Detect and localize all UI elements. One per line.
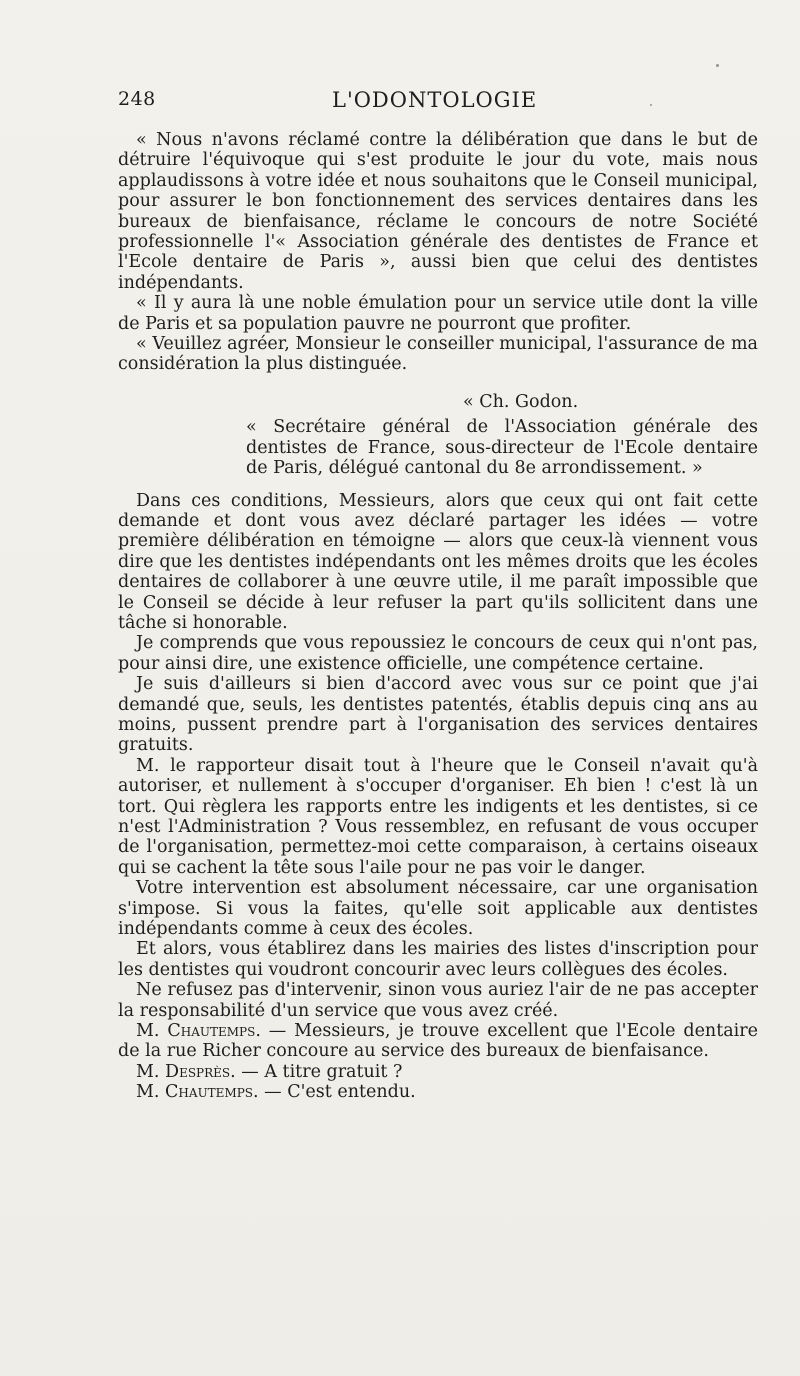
- paragraph: « Veuillez agréer, Monsieur le conseiller municipal, l'assurance de ma considération la plus distinguée.: [118, 334, 758, 375]
- page-number: 248: [118, 88, 156, 110]
- speaker-name: M. Chautemps.: [136, 1082, 259, 1103]
- dialogue-line: [118, 1021, 758, 1062]
- body-text: [118, 130, 758, 1103]
- speaker-name: M. Chautemps.: [136, 1021, 261, 1042]
- speech-text: — Messieurs, je trouve excellent que l'Ecole dentaire de la rue Richer concoure au service des bureaux de bienfaisance.: [118, 1021, 758, 1062]
- signature-name: « Ch. Godon.: [463, 391, 579, 412]
- paragraph: Je comprends que vous repoussiez le concours de ceux qui n'ont pas, pour ainsi dire, une existence officielle, une compétence certaine.: [118, 633, 758, 674]
- running-title: L'ODONTOLOGIE: [332, 88, 538, 112]
- paragraph: Et alors, vous établirez dans les mairies des listes d'inscription pour les dentistes qui voudront concourir avec leurs collègues des écoles.: [118, 939, 758, 980]
- paragraph: Dans ces conditions, Messieurs, alors que ceux qui ont fait cette demande et dont vous avez déclaré partager les idées — votre première délibération en témoigne — alors que ceux-là viennent vous dire que les dentistes indépendants ont les mêmes droits que les écoles dentaires de collaborer à une œuvre utile, il me paraît impossible que le Conseil se décide à leur refuser la part qu'ils sollicitent dans une tâche si honorable.: [118, 490, 758, 633]
- dialogue-line: [118, 1082, 758, 1102]
- speech-text: — A titre gratuit ?: [235, 1061, 403, 1082]
- paragraph: Je suis d'ailleurs si bien d'accord avec vous sur ce point que j'ai demandé que, seuls, les dentistes patentés, établis depuis cinq ans au moins, pussent prendre part à l'organisation des services dentaires gratuits.: [118, 674, 758, 756]
- speaker-name: M. Desprès.: [136, 1061, 236, 1082]
- paper-speck: [650, 104, 652, 106]
- paragraph: M. le rapporteur disait tout à l'heure que le Conseil n'avait qu'à autoriser, et nullement à s'occuper d'organiser. Eh bien ! c'est là un tort. Qui règlera les rapports entre les indigents et les dentistes, si ce n'est l'Administration ? Vous ressemblez, en refusant de vous occuper de l'organisation, permettez-moi cette comparaison, à certains oiseaux qui se cachent la tête sous l'aile pour ne pas voir le danger.: [118, 755, 758, 878]
- paragraph: « Nous n'avons réclamé contre la délibération que dans le but de détruire l'équivoque qui s'est produite le jour du vote, mais nous applaudissons à votre idée et nous souhaitons que le Conseil municipal, pour assurer le bon fonctionnement des services dentaires dans les bureaux de bienfaisance, réclame le concours de notre Société professionnelle l'« Association générale des dentistes de France et l'Ecole dentaire de Paris », aussi bien que celui des dentistes indépendants.: [118, 130, 758, 293]
- paragraph: Votre intervention est absolument nécessaire, car une organisation s'impose. Si vous la faites, qu'elle soit applicable aux dentistes indépendants comme à ceux des écoles.: [118, 878, 758, 940]
- page-header: [118, 88, 758, 118]
- paragraph: « Il y aura là une noble émulation pour un service utile dont la ville de Paris et sa population pauvre ne pourront que profiter.: [118, 293, 758, 334]
- paper-speck: [716, 64, 719, 67]
- dialogue-line: [118, 1062, 758, 1082]
- signature-title: « Secrétaire général de l'Association générale des dentistes de France, sous-directeur de l'Ecole dentaire de Paris, délégué cantonal du 8e arrondissement. »: [246, 417, 758, 479]
- speech-text: — C'est entendu.: [258, 1082, 416, 1103]
- paragraph: Ne refusez pas d'intervenir, sinon vous auriez l'air de ne pas accepter la responsabilité d'un service que vous avez créé.: [118, 980, 758, 1021]
